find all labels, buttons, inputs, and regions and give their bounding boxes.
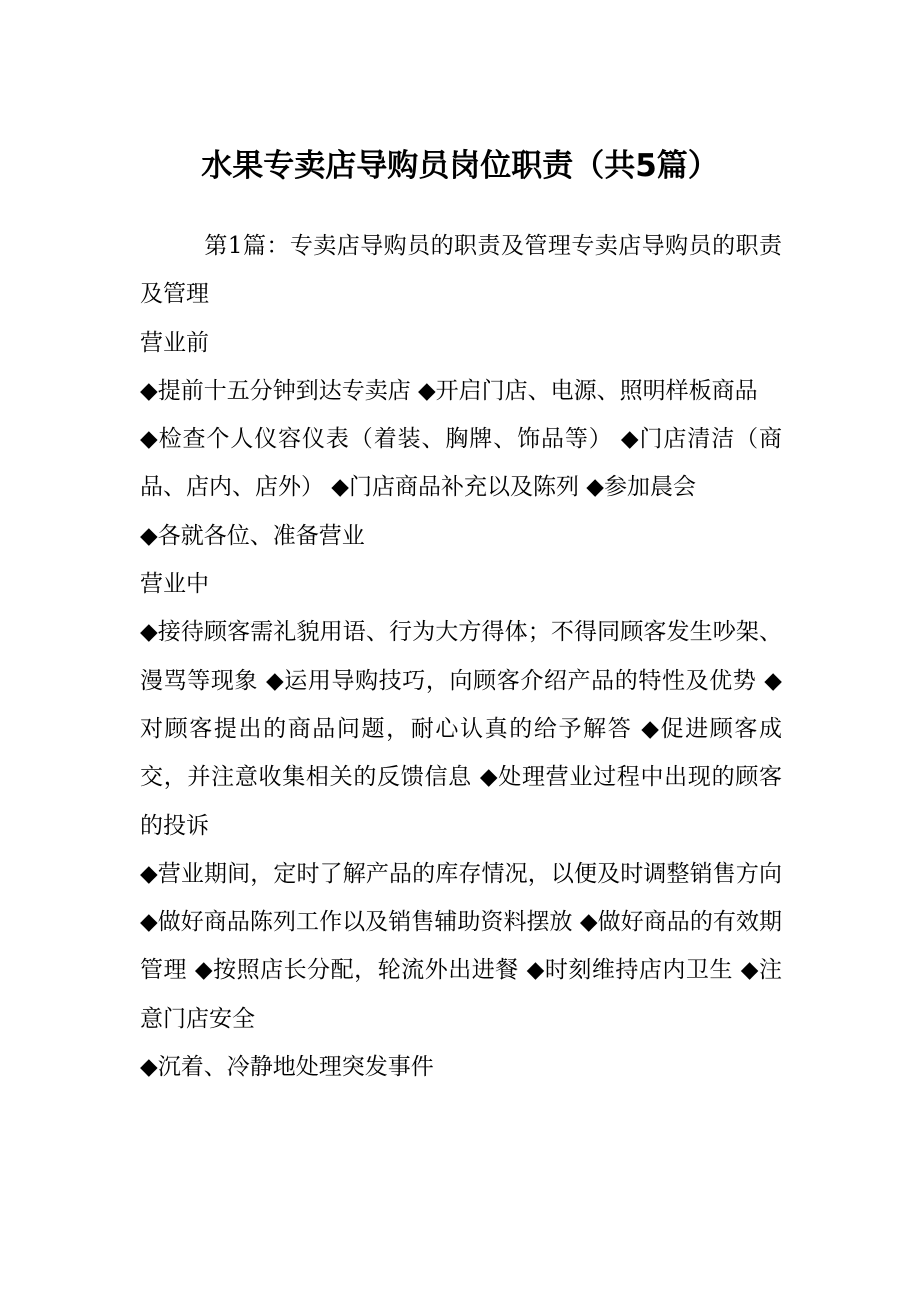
section-label-during-business: 营业中 bbox=[140, 571, 209, 598]
document-title: 水果专卖店导购员岗位职责（共5篇） bbox=[201, 148, 719, 184]
section-heading-paragraph: 第1篇：专卖店导购员的职责及管理专卖店导购员的职责及管理 bbox=[140, 233, 782, 308]
document-body bbox=[140, 222, 782, 1091]
duty-paragraph: ◆沉着、冷静地处理突发事件 bbox=[140, 1054, 434, 1081]
duty-paragraph: ◆检查个人仪容仪表（着装、胸牌、饰品等） ◆门店清洁（商品、店内、店外） ◆门店商品补充以及陈列 ◆参加晨会 bbox=[140, 426, 782, 501]
duty-paragraph: ◆提前十五分钟到达专卖店 ◆开启门店、电源、照明样板商品 bbox=[140, 377, 758, 404]
duty-paragraph: ◆接待顾客需礼貌用语、行为大方得体；不得同顾客发生吵架、漫骂等现象 ◆运用导购技巧，向顾客介绍产品的特性及优势 ◆对顾客提出的商品问题，耐心认真的给予解答 ◆促进顾客成交，并注意收集相关的反馈信息 ◆处理营业过程中出现的顾客的投诉 bbox=[140, 619, 782, 839]
section-label-before-business: 营业前 bbox=[140, 329, 209, 356]
duty-paragraph: ◆营业期间，定时了解产品的库存情况，以便及时调整销售方向 ◆做好商品陈列工作以及销售辅助资料摆放 ◆做好商品的有效期管理 ◆按照店长分配，轮流外出进餐 ◆时刻维持店内卫生 ◆注意门店安全 bbox=[140, 860, 782, 1032]
duty-paragraph: ◆各就各位、准备营业 bbox=[140, 522, 365, 549]
